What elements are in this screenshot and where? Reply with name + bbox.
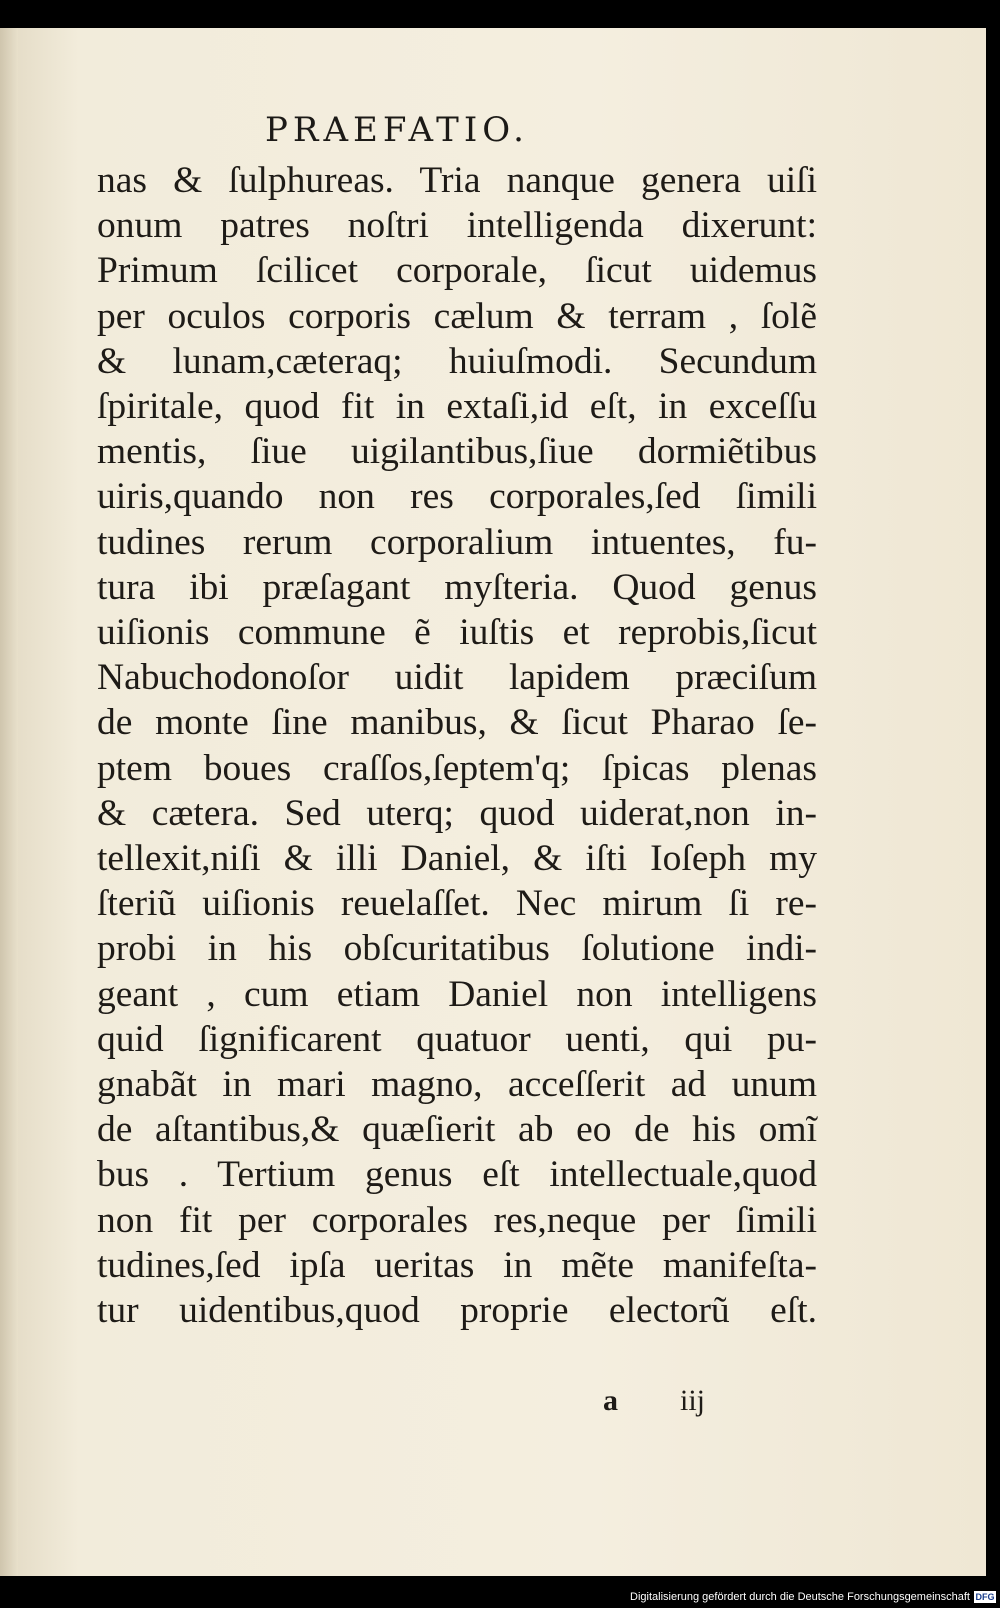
text-line: de monte ſine manibus, & ſicut Pharao ſe- xyxy=(97,702,817,744)
text-line: Nabuchodonoſor uidit lapidem præciſum xyxy=(97,657,817,699)
text-line: uiſionis commune ẽ iuſtis et reprobis,ſicut xyxy=(97,612,817,654)
body-text xyxy=(97,158,817,1333)
text-line: per oculos corporis cælum & terram , ſolẽ xyxy=(97,295,817,337)
signature-mark xyxy=(603,1384,705,1418)
text-line: & lunam,cæteraq; huiuſmodi. Secundum xyxy=(97,340,817,382)
text-line: non fit per corporales res,neque per ſimili xyxy=(97,1199,817,1241)
text-line: Primum ſcilicet corporale, ſicut uidemus xyxy=(97,250,817,292)
text-line: nas & ſulphureas. Tria nanque genera uiſi xyxy=(97,160,817,201)
text-line: geant , cum etiam Daniel non intelligens xyxy=(97,973,817,1015)
text-line: mentis, ſiue uigilantibus,ſiue dormiẽtibus xyxy=(97,431,817,473)
text-line: uiris,quando non res corporales,ſed ſimili xyxy=(97,476,817,518)
running-head: PRAEFATIO. xyxy=(265,110,529,150)
text-line: tellexit,niſi & illi Daniel, & iſti Ioſeph my xyxy=(97,838,817,880)
page-gutter xyxy=(0,28,18,1576)
text-line: ſteriũ uiſionis reuelaſſet. Nec mirum ſi re- xyxy=(97,883,817,925)
text-line: probi in his obſcuritatibus ſolutione indi- xyxy=(97,928,817,970)
text-line: ptem boues craſſos,ſeptem'q; ſpicas plenas xyxy=(97,747,817,789)
text-line: tudines rerum corporalium intuentes, fu- xyxy=(97,521,817,563)
text-line: onum patres noſtri intelligenda dixerunt: xyxy=(97,205,817,247)
dfg-logo-icon: DFG xyxy=(975,1592,995,1602)
book-page xyxy=(0,28,986,1576)
text-line: gnabãt in mari magno, acceſſerit ad unum xyxy=(97,1064,817,1106)
text-line: tur uidentibus,quod proprie electorũ eſt. xyxy=(97,1290,817,1332)
signature-number: iij xyxy=(680,1384,706,1417)
text-line: tudines,ſed ipſa ueritas in mẽte manifeſta- xyxy=(97,1244,817,1286)
text-line: & cætera. Sed uterq; quod uiderat,non in- xyxy=(97,792,817,834)
text-line: bus . Tertium genus eſt intellectuale,quod xyxy=(97,1154,817,1196)
text-line: de aſtantibus,& quæſierit ab eo de his omĩ xyxy=(97,1109,817,1151)
signature-letter: a xyxy=(603,1384,618,1417)
footer-credit: Digitalisierung gefördert durch die Deutsche Forschungsgemeinschaft xyxy=(630,1591,970,1603)
text-line: tura ibi præſagant myſteria. Quod genus xyxy=(97,566,817,608)
text-line: ſpiritale, quod fit in extaſi,id eſt, in exceſſu xyxy=(97,386,817,428)
text-line: quid ſignificarent quatuor uenti, qui pu- xyxy=(97,1018,817,1060)
